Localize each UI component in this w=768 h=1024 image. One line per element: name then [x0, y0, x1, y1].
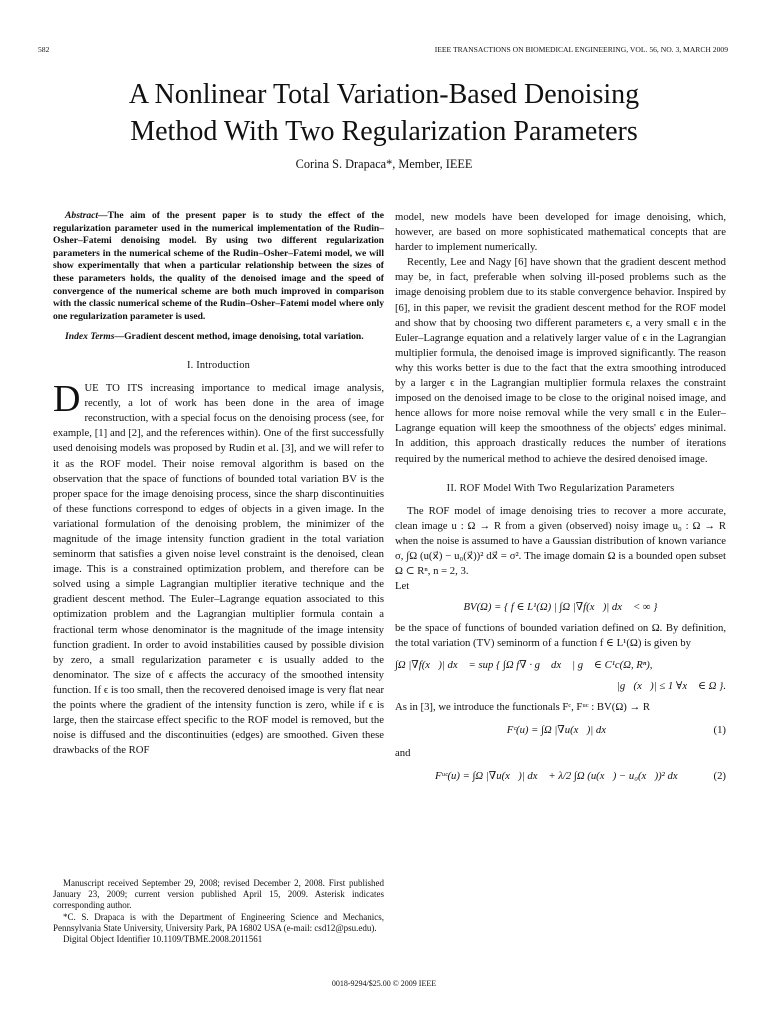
- equation-2-body: Fᵘᶜ(u) = ∫Ω |∇u(x⃗)| dx⃗ + λ/2 ∫Ω (u(x⃗) − u₀(x⃗))² dx⃗: [435, 770, 686, 782]
- journal-header: IEEE TRANSACTIONS ON BIOMEDICAL ENGINEERING, VOL. 56, NO. 3, MARCH 2009: [434, 45, 728, 54]
- paragraph-lee-nagy: Recently, Lee and Nagy [6] have shown that the gradient descent method may be, in fact, preferable when solving ill-posed problems such as the image denoising problem due to its stable convergence behavior. Inspired by [6], in this paper, we revisit the gradient descent method for the ROF model and show that by choosing two different parameters ϵ, a very small ϵ in the Euler–Lagrange equation and a relatively larger value of ϵ in the Lagrangian multiplier formula, the denoised image is improved significantly. The reason why this works better is due to the fact that the extra smoothing introduced by a larger ϵ in the Lagrangian multiplier formula relaxes the constraint imposed on the denoised image to be close to the original noised image, and hence allows for more noise removal while the very small ϵ in the Euler–Lagrange equation will keep the smoothness of the objects' edges minimal. In addition, this approach drastically reduces the number of iterations required by the numerical method to achieve the desired denoised image.: [395, 256, 726, 465]
- tv-definition-line-2: |g⃗(x⃗)| ≤ 1 ∀x⃗ ∈ Ω }.: [616, 679, 726, 692]
- footnote: [53, 878, 384, 945]
- paragraph-tv: be the space of functions of bounded variation defined on Ω. By definition, the total variation (TV) seminorm of a function f ∈ L¹(Ω) is given by: [395, 622, 726, 650]
- index-terms-text: Gradient descent method, image denoising, total variation.: [124, 331, 364, 343]
- footnote-doi: Digital Object Identifier 10.1109/TBME.2008.2011561: [63, 934, 263, 945]
- left-column: [53, 210, 384, 758]
- abstract-text: The aim of the present paper is to study the effect of the regularization parameter used in the numerical implementation of the Rudin–Osher–Fatemi denoising model. By using two different regularization parameters in the numerical scheme of the Rudin–Osher–Fatemi model, we will show experimentally that when a particular relationship between the sizes of these parameters holds, the quality of the denoised image and the speed of convergence of the numerical scheme are both much improved in comparison with the classic numerical scheme of the Rudin–Osher–Fatemi model where only one regularization parameter is used.: [53, 210, 384, 322]
- section-2-heading: II. ROF Model With Two Regularization Parameters: [446, 482, 675, 494]
- equation-1-number: (1): [713, 723, 726, 736]
- section-1-body: [53, 378, 384, 758]
- index-terms: [53, 331, 384, 344]
- paragraph-continuation: model, new models have been developed for image denoising, which, however, are based on more sophisticated mathematical concepts that are harder to implement numerically.: [395, 211, 726, 254]
- page-number: 582: [38, 45, 50, 54]
- index-terms-label: Index Terms—: [65, 331, 125, 343]
- footnote-affiliation: *C. S. Drapaca is with the Department of Engineering Science and Mechanics, Pennsylvania State University, University Park, PA 16802 USA (e-mail: csd12@psu.edu).: [53, 911, 384, 933]
- paragraph-functionals: As in [3], we introduce the functionals Fᶜ, Fᵘᶜ : BV(Ω) → R: [395, 700, 650, 713]
- right-column: [395, 210, 726, 792]
- equation-1-body: Fᶜ(u) = ∫Ω |∇u(x⃗)| dx⃗: [506, 723, 615, 736]
- and-text: and: [395, 746, 411, 759]
- section-1-heading: I. Introduction: [186, 359, 251, 371]
- equation-2-number: (2): [713, 770, 726, 782]
- equation-2: [395, 769, 726, 784]
- section-1-text: UE TO ITS increasing importance to medical image analysis, recently, a lot of work has been done in the area of image reconstruction, with a special focus on the denoising process (see, for example, [1] and [2], and the references within). One of the first successfully used denoising models was proposed by Rudin et al. [3], and we will refer to it as the ROF model. Their noise removal algorithm is based on the observation that the space of functions of bounded total variation BV is the proper space for the image denoising process, since the sharp discontinuities of these functions correspond to edges of objects in a given image. In the variational formulation of the denoising problem, the minimizer of the magnitude of the image intensity function gradient in the total variation seminorm that satisfies a given noise level constraint is the denoised, clean image. This is a constrained optimization problem, and therefore can be solved using a simple Lagrangian multiplier iterative technique and the gradient descent method. The Euler–Lagrange equation associated to this optimization problem and the Lagrangian multiplier formula contain a fractional term whose denominator is the magnitude of the image intensity function gradient. In order to avoid instabilities caused by possible division by zero, a small regularization parameter ϵ is usually added to the denominator. The size of ϵ affects the accuracy of the smoothed intensity function. If ϵ is too small, then the recovered denoised image is very flat near the points where the gradient of the intensity function is zero, while if ϵ is large, then the staircase effect specific to the ROF model is removed, but the noise is diffused and the discontinuities (edges) are smoothed. Given these drawbacks of the ROF: [53, 382, 384, 757]
- author-line: Corina S. Drapaca*, Member, IEEE: [295, 157, 473, 171]
- footnote-manuscript: Manuscript received September 29, 2008; revised December 2, 2008. First published January 23, 2009; current version published April 15, 2009. Asterisk indicates corresponding author.: [53, 878, 384, 911]
- page-footer: 0018-9294/$25.00 © 2009 IEEE: [331, 979, 437, 988]
- let-text: Let: [395, 580, 410, 593]
- drop-cap: D: [53, 378, 81, 421]
- paragraph-rof-model: The ROF model of image denoising tries to recover a more accurate, clean image u : Ω → R from a given (observed) noisy image u₀ : Ω → R when the noise is assumed to have a Gaussian distribution of known variance σ, ∫Ω (u(x⃗) − u₀(x⃗))² dx⃗ = σ². The image domain Ω is a bounded open subset Ω ⊂ Rⁿ, n = 2, 3.: [395, 504, 726, 578]
- equation-1: [395, 723, 726, 738]
- paper-title: [0, 76, 768, 150]
- abstract: [53, 210, 384, 323]
- tv-definition-line-1: ∫Ω |∇f(x⃗)| dx⃗ = sup { ∫Ω f∇ · g⃗ dx⃗ | g⃗ ∈ C¹c(Ω, Rⁿ),: [395, 658, 653, 671]
- title-line-1: A Nonlinear Total Variation-Based Denoising: [128, 79, 640, 110]
- bv-definition: BV(Ω) = { f ∈ L¹(Ω) | ∫Ω |∇f(x⃗)| dx⃗ < ∞ }: [463, 601, 658, 614]
- abstract-label: Abstract—: [65, 210, 108, 221]
- title-line-2: Method With Two Regularization Parameters: [130, 116, 638, 147]
